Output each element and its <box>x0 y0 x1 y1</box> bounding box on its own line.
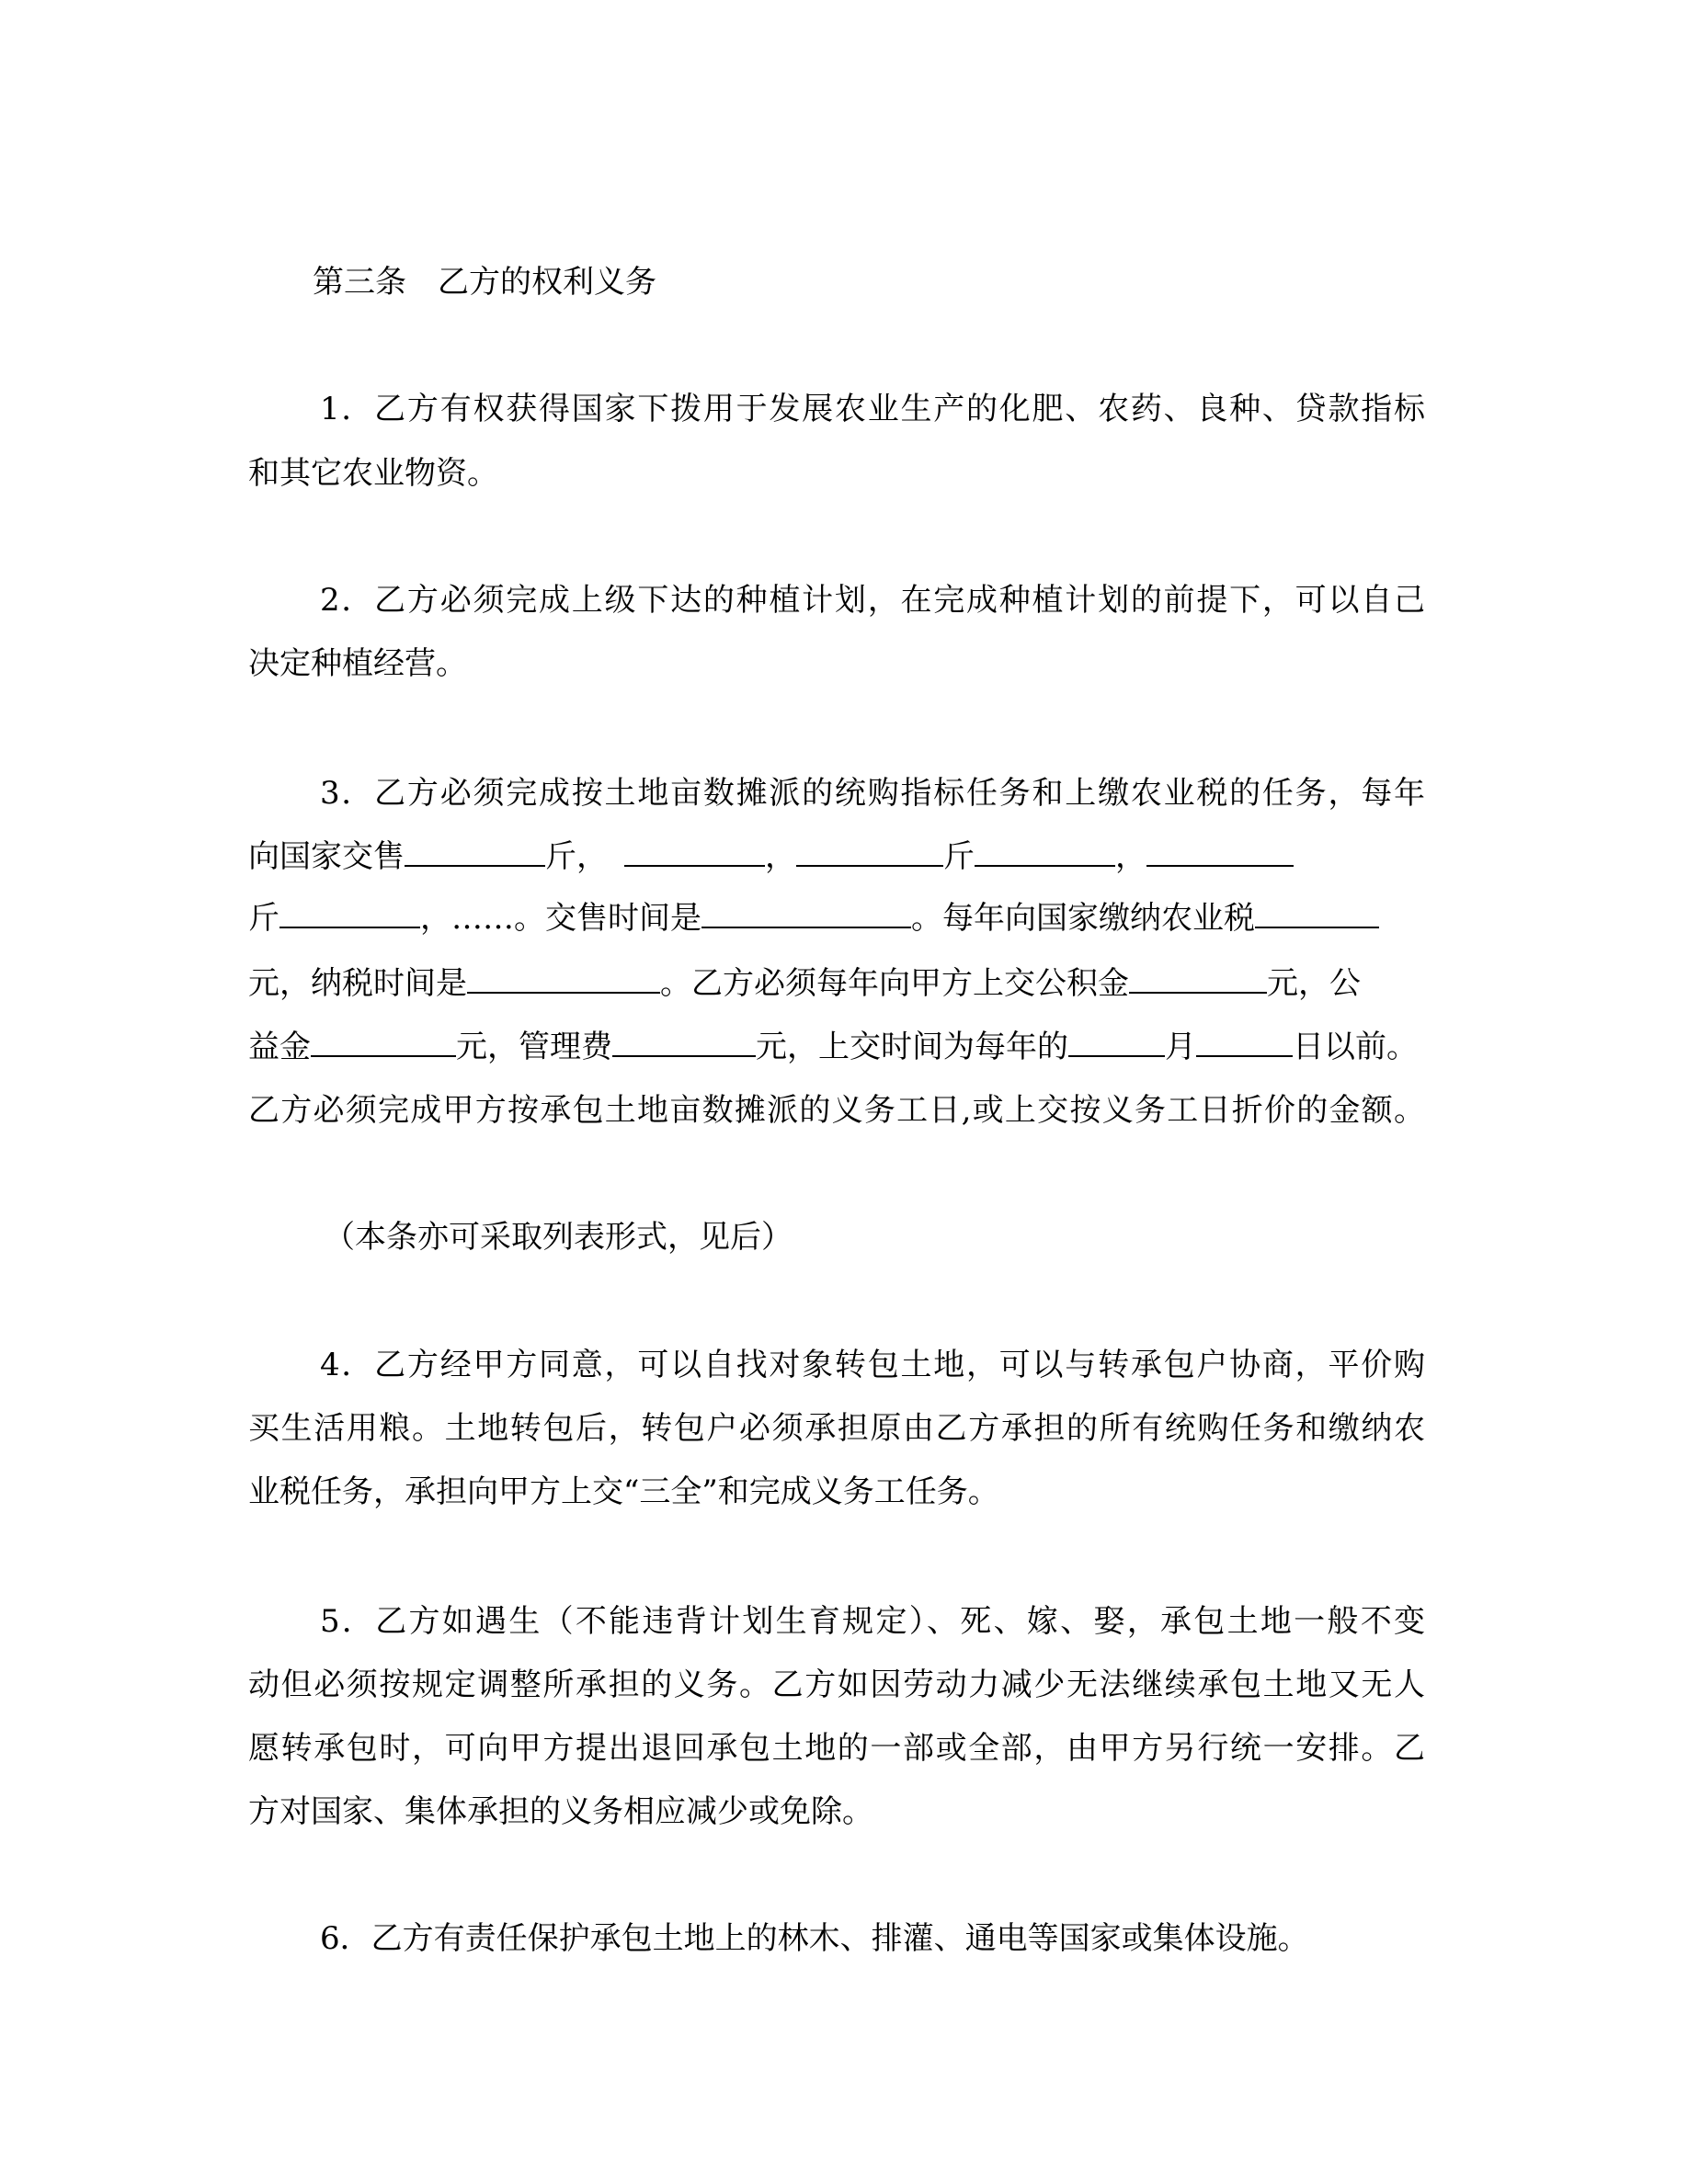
text: 。每年向国家缴纳农业税 <box>911 900 1255 937</box>
text-line: 1．乙方有权获得国家下拨用于发展农业生产的化肥、农药、良种、贷款指标 <box>320 391 1425 427</box>
blank-field <box>975 837 1115 867</box>
blank-field <box>1068 1028 1165 1057</box>
text: 元，纳税时间是 <box>248 965 467 1002</box>
text-line: 动但必须按规定调整所承担的义务。乙方如因劳动力减少无法继续承包土地又无人 <box>248 1666 1425 1703</box>
clause-note: （本条亦可采取列表形式，见后） <box>324 1219 793 1256</box>
text-line: 3．乙方必须完成按土地亩数摊派的统购指标任务和上缴农业税的任务，每年 <box>320 775 1425 812</box>
blank-field <box>405 837 545 867</box>
text: ，……。交售时间是 <box>420 900 701 937</box>
text-line: 2．乙方必须完成上级下达的种植计划，在完成种植计划的前提下，可以自己 <box>320 582 1425 619</box>
blank-field <box>701 899 911 928</box>
text-line: 业税任务，承担向甲方上交“三全”和完成义务工任务。 <box>248 1473 999 1510</box>
text-line <box>248 1027 1425 1067</box>
text-line: 5．乙方如遇生（不能违背计划生育规定）、死、嫁、娶，承包土地一般不变 <box>320 1603 1425 1640</box>
text: 元，管理费 <box>456 1029 612 1065</box>
text: 斤， <box>545 838 608 875</box>
text-line <box>248 836 1425 877</box>
text-line: 和其它农业物资。 <box>248 455 498 492</box>
text: 斤 <box>248 900 279 937</box>
text-line: 决定种植经营。 <box>248 645 467 682</box>
blank-field <box>796 837 943 867</box>
text-line: 4．乙方经甲方同意，可以自找对象转包土地，可以与转承包户协商，平价购 <box>320 1347 1425 1383</box>
blank-field <box>612 1028 756 1057</box>
text: 益金 <box>248 1029 311 1065</box>
blank-field <box>311 1028 456 1057</box>
text: 斤 <box>943 838 975 875</box>
text: ， <box>765 838 796 875</box>
text-line: 方对国家、集体承担的义务相应减少或免除。 <box>248 1793 873 1830</box>
text: 向国家交售 <box>248 838 405 875</box>
blank-field <box>1255 899 1379 928</box>
text: 元，公 <box>1267 965 1361 1002</box>
article-heading: 第三条 乙方的权利义务 <box>313 264 656 301</box>
text-line: 愿转承包时，可向甲方提出退回承包土地的一部或全部，由甲方另行统一安排。乙 <box>248 1730 1425 1767</box>
text: 。乙方必须每年向甲方上交公积金 <box>660 965 1129 1002</box>
blank-field <box>624 837 765 867</box>
text-line <box>248 963 1425 1004</box>
blank-field <box>279 899 420 928</box>
blank-field <box>1129 964 1267 994</box>
blank-field <box>1196 1028 1293 1057</box>
text: 月 <box>1165 1029 1196 1065</box>
text: 日以前。 <box>1293 1029 1418 1065</box>
text: 元，上交时间为每年的 <box>756 1029 1068 1065</box>
text-line: 6．乙方有责任保护承包土地上的林木、排灌、通电等国家或集体设施。 <box>320 1920 1309 1957</box>
text: ， <box>1115 838 1146 875</box>
text-line: 买生活用粮。土地转包后，转包户必须承担原由乙方承担的所有统购任务和缴纳农 <box>248 1410 1425 1447</box>
text-line <box>248 898 1425 938</box>
blank-field <box>1146 837 1294 867</box>
text-line: 乙方必须完成甲方按承包土地亩数摊派的义务工日,或上交按义务工日折价的金额。 <box>248 1092 1425 1129</box>
blank-field <box>467 964 660 994</box>
